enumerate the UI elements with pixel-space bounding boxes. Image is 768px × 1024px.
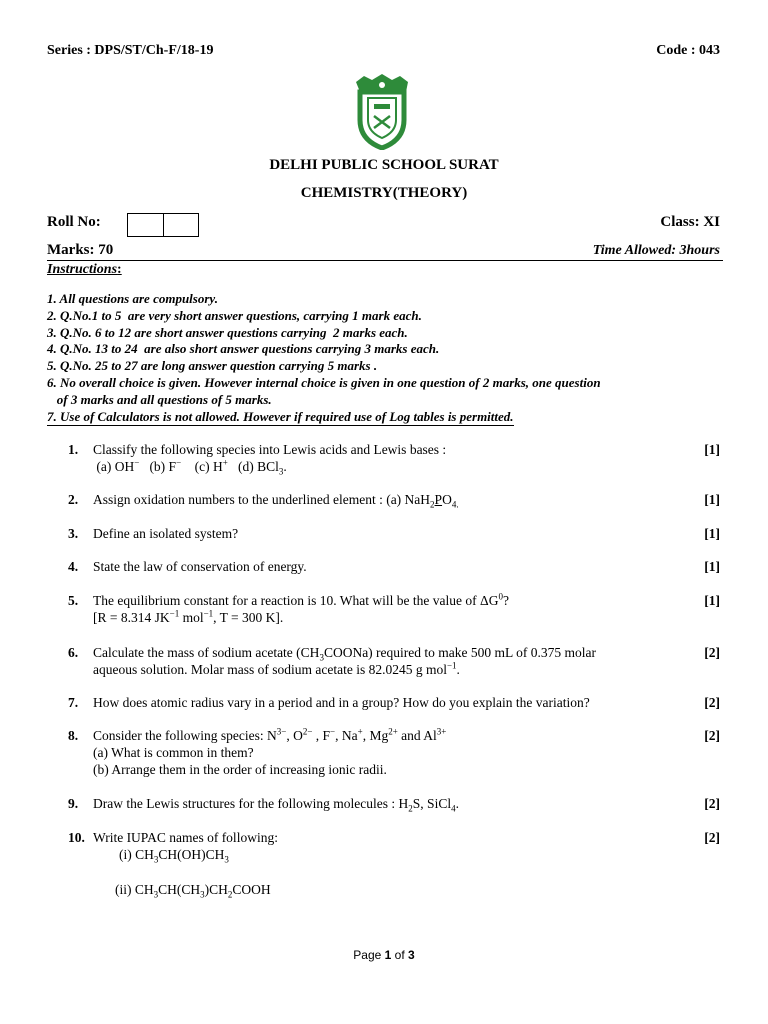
question-options: (a) OH− (b) F− (c) H+ (d) BCl$_3$. [93, 457, 287, 477]
question-line: Draw the Lewis structures for the following molecules : H [93, 796, 409, 811]
question-line: (a) What is common in them? [93, 745, 254, 760]
question-line: The equilibrium constant for a reaction is 10. What will be the value of ΔG [93, 593, 499, 608]
question-marks: [1] [704, 526, 720, 541]
school-logo-icon [350, 70, 414, 150]
question-number: 5. [68, 593, 79, 608]
instruction-item: 6. No overall choice is given. However internal choice is given in one question of 2 marks, one question [47, 374, 601, 390]
instruction-item: 1. All questions are compulsory. [47, 291, 218, 306]
question-1 [68, 441, 720, 481]
question-2 [68, 491, 720, 511]
question-text: Define an isolated system? [93, 526, 239, 541]
question-line: [R = 8.314 $JK^{-1}$ mol$^{-1}$, T = 300 K]. [93, 608, 284, 625]
question-text [93, 441, 673, 475]
question-number: 4. [68, 559, 79, 574]
question-line: Classify the following species into Lewis acids and Lewis bases : [93, 442, 447, 457]
question-marks: [2] [704, 728, 720, 743]
total-marks: Marks: 70 [47, 242, 114, 258]
question-marks: [2] [704, 645, 720, 660]
question-text [93, 829, 673, 898]
question-8 [68, 727, 720, 783]
question-number: 3. [68, 526, 79, 541]
question-10 [68, 829, 720, 899]
footer-page-number: 1 [384, 948, 392, 962]
question-text: Calculate the mass of sodium acetate $(CH_3COONa)$ required to make 500 mL of 0.375 molar aqueous solution. Molar mass of sodium acetate is 82.0245 g mol$^{-1}$. [93, 645, 596, 677]
roll-number-label: Roll No: [47, 214, 101, 230]
instruction-item: of 3 marks and all questions of 5 marks. [47, 391, 272, 407]
class-label: Class: XI [660, 214, 720, 230]
roll-number-cell[interactable] [164, 214, 199, 236]
exam-subject: CHEMISTRY(THEORY) [300, 185, 468, 201]
question-marks: [1] [704, 492, 720, 507]
question-text: Draw the Lewis structures for the following molecules : $H_2S$, SiCl$_4$. [93, 796, 459, 814]
question-number: 10. [68, 830, 85, 845]
question-number: 6. [68, 645, 79, 660]
question-number: 2. [68, 492, 79, 507]
question-9 [68, 795, 720, 815]
question-line: Consider the following species: N [93, 728, 277, 743]
question-5 [68, 592, 720, 632]
question-4 [68, 558, 720, 578]
roll-number-cell[interactable] [128, 214, 164, 236]
instruction-item: 7. Use of Calculators is not allowed. However if required use of Log tables is permitted. [47, 409, 514, 427]
footer-page-total: 3 [408, 948, 415, 962]
question-line: Assign oxidation numbers to the underlined element : (a) NaH [93, 492, 431, 507]
question-6 [68, 644, 720, 684]
instructions-heading: Instructions: [47, 262, 122, 277]
question-text: How does atomic radius vary in a period and in a group? How do you explain the variation? [93, 695, 590, 710]
question-marks: [1] [704, 559, 720, 574]
question-marks: [2] [704, 796, 720, 811]
question-line: Write IUPAC names of following: [93, 830, 278, 845]
question-text: Assign oxidation numbers to the underlined element : (a) $NaH_2PO_{4.}$ [93, 492, 459, 510]
question-number: 9. [68, 796, 79, 811]
question-number: 8. [68, 728, 79, 743]
header-divider [47, 260, 723, 261]
question-line: aqueous solution. Molar mass of sodium acetate is 82.0245 g mol [93, 662, 447, 677]
instruction-item: 4. Q.No. 13 to 24 are also short answer questions carrying 3 marks each. [47, 341, 440, 357]
instructions-list [47, 291, 727, 426]
question-3 [68, 525, 720, 545]
question-text: State the law of conservation of energy. [93, 559, 307, 574]
question-number: 7. [68, 695, 79, 710]
question-marks: [2] [704, 695, 720, 710]
question-text: Consider the following species: $N^{3-}$, $O^{2-}$ , F−, Na+, $Mg^{2+}$ and $Al^{3+}$ (a) What is common in them? (b) Arrange them in the order of increasing ionic radii. [93, 727, 673, 778]
instruction-item: 3. Q.No. 6 to 12 are short answer questions carrying 2 marks each. [47, 324, 408, 340]
instruction-item: 2. Q.No.1 to 5 are very short answer questions, carrying 1 mark each. [47, 307, 422, 323]
question-line: (ii) $CH_3CH(CH_3)CH_2COOH$ [115, 882, 271, 900]
roll-number-box[interactable] [127, 213, 199, 237]
instructions-title: Instructions [47, 262, 118, 277]
page-footer [0, 948, 768, 962]
series-code: Series : DPS/ST/Ch-F/18-19 [47, 43, 214, 58]
subject-code: Code : 043 [656, 43, 720, 58]
question-marks: [2] [704, 830, 720, 845]
footer-page-word: Page [353, 948, 382, 962]
footer-of-word: of [394, 948, 405, 962]
question-marks: [1] [704, 442, 720, 457]
school-name: DELHI PUBLIC SCHOOL SURAT [269, 157, 499, 173]
question-marks: [1] [704, 593, 720, 608]
question-text: The equilibrium constant for a reaction is 10. What will be the value of $\Delta G^0$? [R = 8.314 $JK^{-1}$ mol$^{-1}$, T = 300 K]. [93, 592, 673, 626]
question-line: Calculate the mass of sodium acetate (CH [93, 645, 320, 660]
question-line: (b) Arrange them in the order of increasing ionic radii. [93, 762, 387, 777]
question-number: 1. [68, 442, 79, 457]
time-allowed: Time Allowed: 3hours [592, 243, 720, 258]
question-7 [68, 694, 720, 714]
instruction-item: 5. Q.No. 25 to 27 are long answer question carrying 5 marks . [47, 358, 378, 374]
question-line: (i) $CH_3CH(OH)CH_3$ [119, 847, 229, 865]
